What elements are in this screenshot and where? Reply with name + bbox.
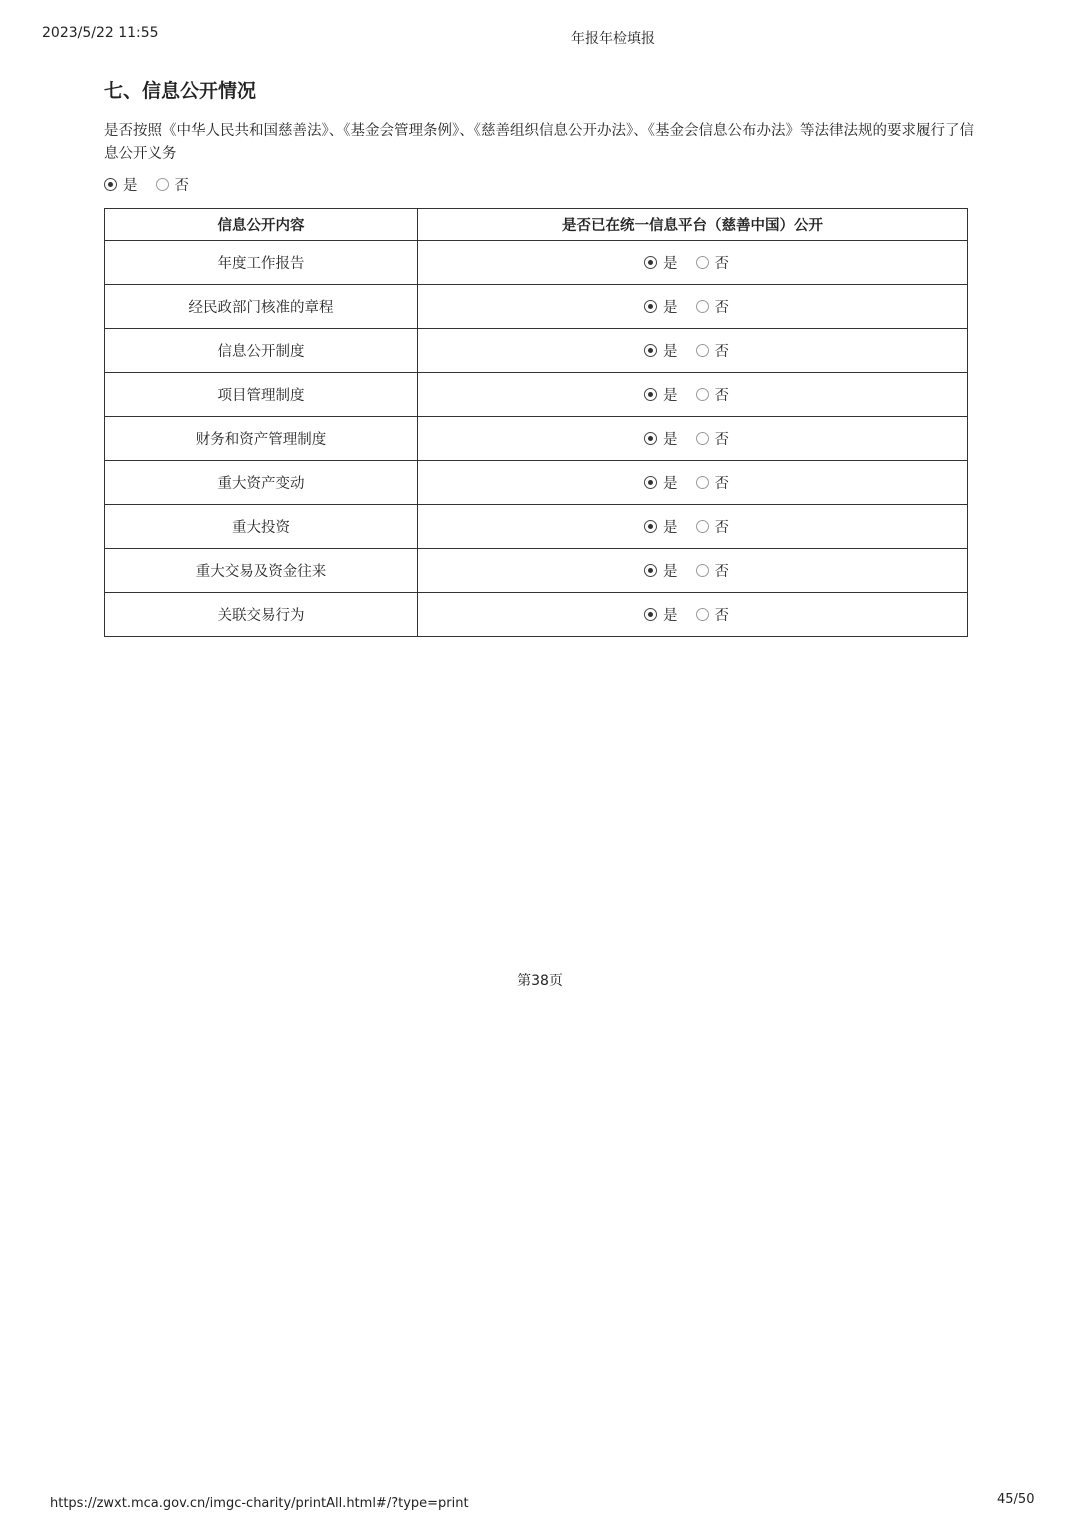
status-radio-group bbox=[419, 428, 966, 449]
disclosure-status-cell bbox=[418, 373, 968, 417]
status-yes-option[interactable] bbox=[644, 384, 678, 405]
disclosure-table bbox=[104, 208, 968, 637]
radio-checked-icon[interactable] bbox=[644, 256, 657, 269]
status-yes-label: 是 bbox=[663, 256, 678, 272]
status-yes-label: 是 bbox=[663, 476, 678, 492]
disclosure-item: 重大投资 bbox=[105, 505, 418, 549]
radio-unchecked-icon[interactable] bbox=[696, 564, 709, 577]
status-yes-option[interactable] bbox=[644, 516, 678, 537]
disclosure-status-cell bbox=[418, 285, 968, 329]
table-row bbox=[105, 505, 968, 549]
status-yes-label: 是 bbox=[663, 344, 678, 360]
radio-unchecked-icon[interactable] bbox=[696, 432, 709, 445]
radio-checked-icon[interactable] bbox=[644, 608, 657, 621]
radio-unchecked-icon[interactable] bbox=[696, 520, 709, 533]
status-no-option[interactable] bbox=[696, 604, 730, 625]
status-yes-label: 是 bbox=[663, 300, 678, 316]
radio-checked-icon[interactable] bbox=[644, 564, 657, 577]
radio-checked-icon[interactable] bbox=[644, 476, 657, 489]
radio-unchecked-icon[interactable] bbox=[696, 256, 709, 269]
status-radio-group bbox=[419, 252, 966, 273]
footer-url: https://zwxt.mca.gov.cn/imgc-charity/printAll.html#/?type=print bbox=[50, 1496, 469, 1511]
section-title: 七、信息公开情况 bbox=[104, 80, 257, 102]
radio-checked-icon[interactable] bbox=[644, 388, 657, 401]
disclosure-status-cell bbox=[418, 461, 968, 505]
disclosure-item: 经民政部门核准的章程 bbox=[105, 285, 418, 329]
disclosure-status-cell bbox=[418, 417, 968, 461]
table-row bbox=[105, 417, 968, 461]
table-row bbox=[105, 285, 968, 329]
status-no-label: 否 bbox=[714, 476, 729, 492]
radio-unchecked-icon[interactable] bbox=[696, 388, 709, 401]
footer-page-count: 45/50 bbox=[997, 1492, 1035, 1507]
radio-checked-icon[interactable] bbox=[104, 178, 117, 191]
status-yes-option[interactable] bbox=[644, 560, 678, 581]
status-radio-group bbox=[419, 384, 966, 405]
status-no-option[interactable] bbox=[696, 472, 730, 493]
status-yes-option[interactable] bbox=[644, 340, 678, 361]
status-yes-label: 是 bbox=[663, 432, 678, 448]
answer-no-option[interactable] bbox=[156, 174, 190, 195]
status-no-label: 否 bbox=[714, 344, 729, 360]
status-no-label: 否 bbox=[714, 388, 729, 404]
status-no-option[interactable] bbox=[696, 340, 730, 361]
answer-yes-option[interactable] bbox=[104, 174, 138, 195]
table-row bbox=[105, 373, 968, 417]
disclosure-item: 信息公开制度 bbox=[105, 329, 418, 373]
disclosure-status-cell bbox=[418, 549, 968, 593]
answer-yes-label: 是 bbox=[123, 178, 138, 194]
disclosure-status-cell bbox=[418, 505, 968, 549]
disclosure-status-cell bbox=[418, 329, 968, 373]
radio-checked-icon[interactable] bbox=[644, 520, 657, 533]
radio-unchecked-icon[interactable] bbox=[696, 476, 709, 489]
radio-unchecked-icon[interactable] bbox=[156, 178, 169, 191]
status-yes-option[interactable] bbox=[644, 472, 678, 493]
disclosure-item: 年度工作报告 bbox=[105, 241, 418, 285]
print-page-title: 年报年检填报 bbox=[571, 31, 655, 47]
status-no-label: 否 bbox=[714, 608, 729, 624]
status-radio-group bbox=[419, 604, 966, 625]
status-radio-group bbox=[419, 340, 966, 361]
status-no-option[interactable] bbox=[696, 296, 730, 317]
status-radio-group bbox=[419, 472, 966, 493]
status-yes-label: 是 bbox=[663, 520, 678, 536]
table-row bbox=[105, 329, 968, 373]
disclosure-item: 项目管理制度 bbox=[105, 373, 418, 417]
status-no-option[interactable] bbox=[696, 560, 730, 581]
radio-checked-icon[interactable] bbox=[644, 432, 657, 445]
radio-checked-icon[interactable] bbox=[644, 344, 657, 357]
disclosure-item: 财务和资产管理制度 bbox=[105, 417, 418, 461]
status-no-label: 否 bbox=[714, 432, 729, 448]
status-yes-label: 是 bbox=[663, 388, 678, 404]
disclosure-item: 重大交易及资金往来 bbox=[105, 549, 418, 593]
table-row bbox=[105, 549, 968, 593]
header-published: 是否已在统一信息平台（慈善中国）公开 bbox=[418, 209, 968, 241]
status-yes-option[interactable] bbox=[644, 252, 678, 273]
status-yes-option[interactable] bbox=[644, 428, 678, 449]
status-no-label: 否 bbox=[714, 300, 729, 316]
disclosure-status-cell bbox=[418, 593, 968, 637]
header-item: 信息公开内容 bbox=[105, 209, 418, 241]
answer-no-label: 否 bbox=[174, 178, 189, 194]
disclosure-status-cell bbox=[418, 241, 968, 285]
radio-unchecked-icon[interactable] bbox=[696, 300, 709, 313]
table-header-row bbox=[105, 209, 968, 241]
status-no-label: 否 bbox=[714, 564, 729, 580]
status-radio-group bbox=[419, 296, 966, 317]
table-row bbox=[105, 241, 968, 285]
radio-unchecked-icon[interactable] bbox=[696, 608, 709, 621]
status-no-option[interactable] bbox=[696, 516, 730, 537]
disclosure-item: 关联交易行为 bbox=[105, 593, 418, 637]
page-number: 第38页 bbox=[517, 973, 563, 989]
status-no-label: 否 bbox=[714, 256, 729, 272]
status-no-option[interactable] bbox=[696, 252, 730, 273]
radio-checked-icon[interactable] bbox=[644, 300, 657, 313]
status-yes-label: 是 bbox=[663, 564, 678, 580]
status-no-option[interactable] bbox=[696, 384, 730, 405]
status-radio-group bbox=[419, 516, 966, 537]
status-no-option[interactable] bbox=[696, 428, 730, 449]
status-no-label: 否 bbox=[714, 520, 729, 536]
table-row bbox=[105, 461, 968, 505]
disclosure-question: 是否按照《中华人民共和国慈善法》、《基金会管理条例》、《慈善组织信息公开办法》、《基金会信息公布办法》等法律法规的要求履行了信息公开义务 bbox=[104, 123, 974, 162]
disclosure-answer-group bbox=[104, 174, 201, 195]
status-radio-group bbox=[419, 560, 966, 581]
status-yes-label: 是 bbox=[663, 608, 678, 624]
radio-unchecked-icon[interactable] bbox=[696, 344, 709, 357]
status-yes-option[interactable] bbox=[644, 296, 678, 317]
table-row bbox=[105, 593, 968, 637]
disclosure-item: 重大资产变动 bbox=[105, 461, 418, 505]
print-datetime: 2023/5/22 11:55 bbox=[42, 25, 159, 41]
status-yes-option[interactable] bbox=[644, 604, 678, 625]
